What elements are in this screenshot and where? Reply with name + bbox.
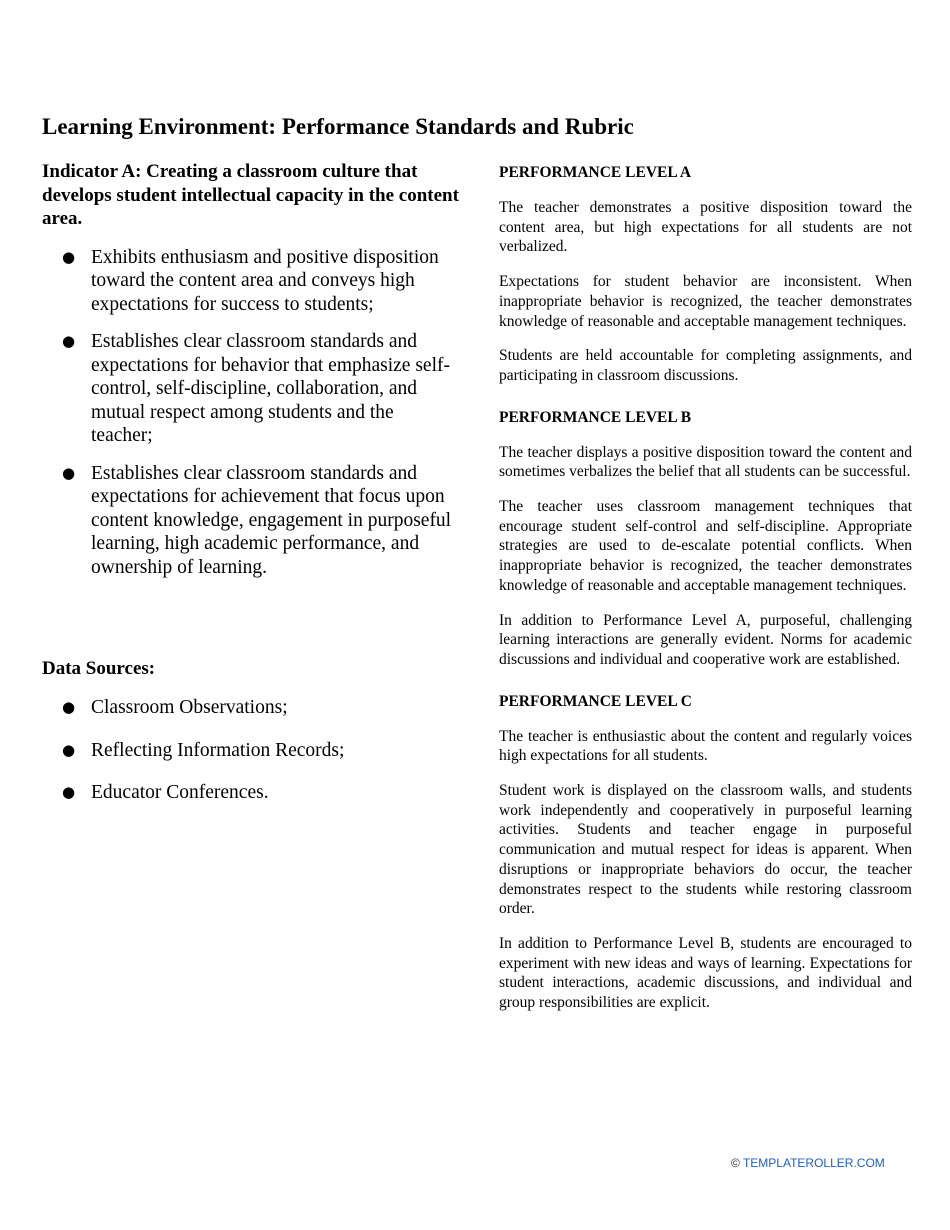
indicator-section: [42, 160, 460, 593]
list-item-text: Reflecting Information Records;: [91, 739, 345, 761]
level-paragraph: Expectations for student behavior are inconsistent. When inappropriate behavior is recognized, the teacher demonstrates knowledge of reasonable and acceptable management techniques.: [499, 273, 912, 330]
data-sources-list: [42, 696, 460, 824]
indicator-list: [42, 246, 460, 580]
list-item-text: Exhibits enthusiasm and positive disposition toward the content area and conveys high expectations for success to students;: [91, 246, 439, 315]
list-item: [42, 246, 460, 317]
level-paragraph: In addition to Performance Level A, purposeful, challenging learning interactions are generally evident. Norms for academic discussions and individual and cooperative work are established.: [499, 611, 912, 668]
list-item: [42, 739, 460, 763]
list-item: [42, 696, 460, 720]
level-paragraph: In addition to Performance Level B, students are encouraged to experiment with new ideas and ways of learning. Expectations for student interactions, academic discussions, and individual and group responsibilities are explicit.: [499, 934, 912, 1012]
list-item: [42, 781, 460, 805]
list-item-text: Classroom Observations;: [91, 697, 288, 718]
level-paragraph: The teacher is enthusiastic about the content and regularly voices high expectations for all students.: [499, 727, 912, 765]
level-paragraph: The teacher demonstrates a positive disposition toward the content area, but high expectations for all students are not verbalized.: [499, 199, 912, 256]
level-heading: PERFORMANCE LEVEL A: [499, 164, 692, 181]
indicator-heading: Indicator A: Creating a classroom culture that develops student intellectual capacity in the content area.: [42, 161, 459, 229]
performance-levels: [499, 163, 912, 1035]
list-item: [42, 462, 460, 580]
level-paragraph: The teacher displays a positive disposition toward the content and sometimes verbalizes the belief that all students can be successful.: [499, 443, 912, 481]
bullet-icon: ●: [62, 247, 76, 266]
copyright-icon: ©: [731, 1156, 740, 1170]
bullet-icon: ●: [62, 698, 76, 716]
list-item-text: Educator Conferences.: [91, 782, 269, 803]
level-heading: PERFORMANCE LEVEL B: [499, 408, 692, 426]
bullet-icon: ●: [62, 463, 76, 482]
footer-link[interactable]: TEMPLATEROLLER.COM: [742, 1156, 885, 1170]
footer: [731, 1156, 885, 1170]
level-paragraph: The teacher uses classroom management techniques that encourage student self-control and self-discipline. Appropriate strategies are used to de-escalate potential conflicts. When inappropriate behavior is recognized, the teacher demonstrates knowledge of reasonable and acceptable management techniques.: [499, 498, 912, 594]
bullet-icon: ●: [62, 740, 76, 759]
performance-level-a: [499, 163, 912, 386]
page-title: Learning Environment: Performance Standards and Rubric: [42, 114, 634, 139]
level-paragraph: Student work is displayed on the classroom walls, and students work independently and cooperatively in purposeful learning activities. Students and teacher engage in purposeful communication and mutual respect for ideas is apparent. When disruptions or inappropriate behaviors do occur, the teacher demonstrates respect to the students while restoring classroom order.: [499, 782, 912, 918]
list-item-text: Establishes clear classroom standards and expectations for behavior that emphasize self-control, self-discipline, collaboration, and mutual respect among students and the teacher;: [91, 331, 450, 446]
list-item: [42, 330, 460, 448]
bullet-icon: ●: [62, 332, 76, 350]
level-paragraph: Students are held accountable for completing assignments, and participating in classroom discussions.: [499, 347, 912, 384]
level-heading: PERFORMANCE LEVEL C: [499, 692, 692, 710]
bullet-icon: ●: [62, 783, 76, 801]
performance-level-c: [499, 692, 912, 1013]
performance-level-b: [499, 408, 912, 670]
data-sources-heading: Data Sources:: [42, 658, 156, 679]
list-item-text: Establishes clear classroom standards and expectations for achievement that focus upon content knowledge, engagement in purposeful learning, high academic performance, and ownership of learning.: [91, 462, 452, 578]
